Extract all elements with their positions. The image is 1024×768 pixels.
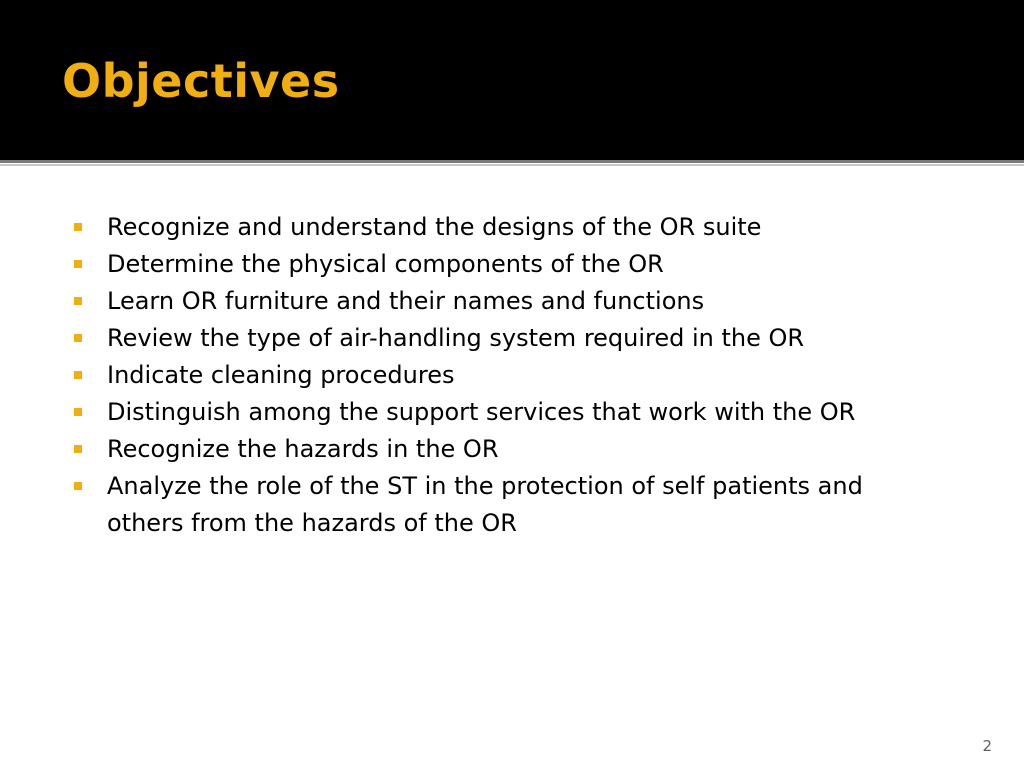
- square-bullet-icon: [74, 334, 82, 342]
- list-item-text: Determine the physical components of the OR: [107, 250, 664, 278]
- list-item: [74, 394, 944, 431]
- title-divider: [0, 160, 1024, 163]
- list-item: [74, 320, 944, 357]
- list-item: [74, 431, 944, 468]
- title-bar: [0, 0, 1024, 160]
- list-item-text: Recognize and understand the designs of the OR suite: [107, 213, 762, 241]
- list-item: [74, 357, 944, 394]
- list-item: [74, 246, 944, 283]
- square-bullet-icon: [74, 223, 82, 231]
- list-item-text: Distinguish among the support services that work with the OR: [107, 398, 856, 426]
- square-bullet-icon: [74, 408, 82, 416]
- slide-title: Objectives: [62, 54, 340, 108]
- list-item-text: Recognize the hazards in the OR: [107, 435, 499, 463]
- list-item: [74, 283, 944, 320]
- list-item: [74, 468, 944, 542]
- square-bullet-icon: [74, 482, 82, 490]
- list-item-text: Analyze the role of the ST in the protection of self patients and others from the hazards of the OR: [107, 472, 863, 537]
- square-bullet-icon: [74, 297, 82, 305]
- list-item-text: Indicate cleaning procedures: [107, 361, 455, 389]
- page-number: 2: [982, 737, 992, 755]
- list-item: [74, 209, 944, 246]
- list-item-text: Learn OR furniture and their names and functions: [107, 287, 705, 315]
- square-bullet-icon: [74, 445, 82, 453]
- square-bullet-icon: [74, 371, 82, 379]
- title-divider-shadow: [0, 164, 1024, 166]
- objectives-list: [74, 209, 944, 542]
- square-bullet-icon: [74, 260, 82, 268]
- list-item-text: Review the type of air-handling system required in the OR: [107, 324, 805, 352]
